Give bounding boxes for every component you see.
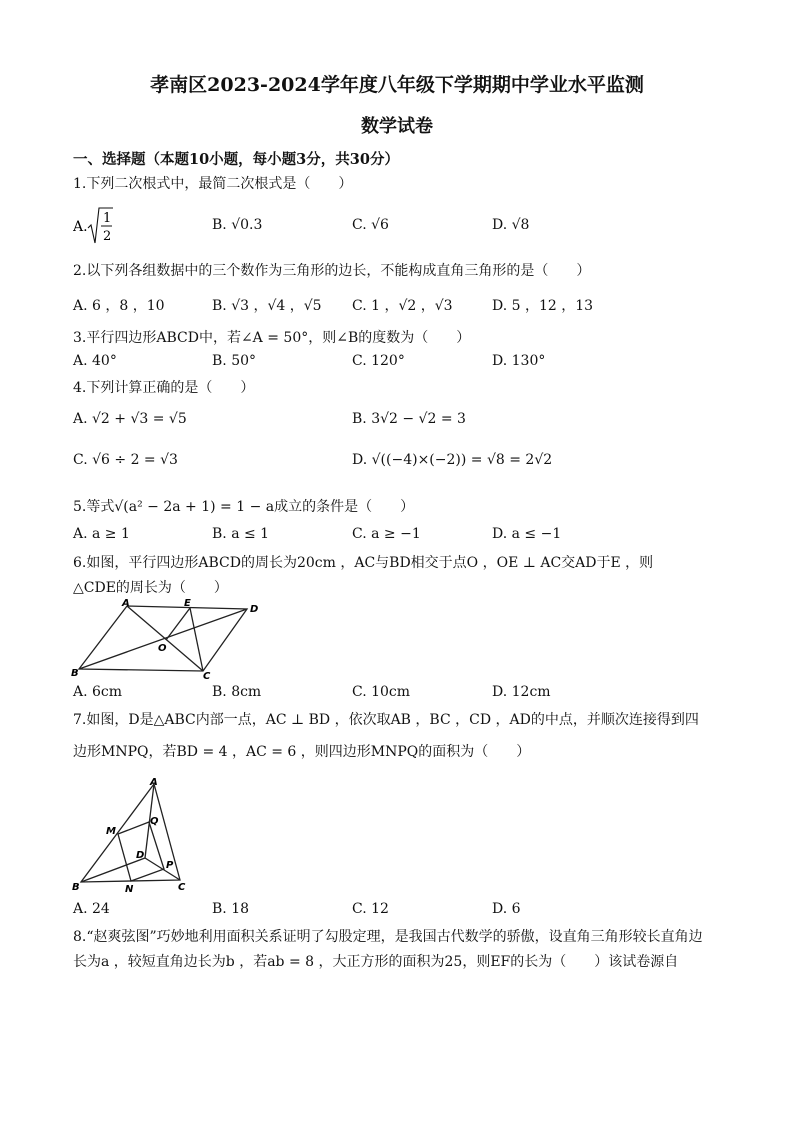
question-3-option-d: D. 130° (492, 353, 546, 369)
fig7-label-b: B (72, 882, 80, 893)
question-4-option-a: A. √2 + √3 = √5 (73, 411, 187, 427)
fig7-label-q: Q (150, 816, 159, 827)
question-3-stem: 3.平行四边形ABCD中，若∠A = 50°，则∠B的度数为（ ） (73, 330, 471, 346)
question-5-option-b: B. a ≤ 1 (212, 526, 270, 542)
question-3-option-c: C. 120° (352, 353, 405, 369)
question-7-option-c: C. 12 (352, 901, 389, 917)
question-1-option-c: C. √6 (352, 217, 389, 233)
question-6-option-a: A. 6cm (73, 684, 123, 700)
question-4-option-b: B. 3√2 − √2 = 3 (352, 411, 466, 427)
question-1-option-b: B. √0.3 (212, 217, 263, 233)
section-heading: 一、选择题（本题10小题，每小题3分，共30分） (73, 151, 399, 168)
fig6-label-a: A (122, 598, 130, 609)
sqrt-half-expression (73, 205, 133, 247)
question-7-stem-line-1: 7.如图，D是△ABC内部一点，AC ⊥ BD ，依次取AB ，BC ，CD ，AD的中点，并顺次连接得到四 (73, 712, 699, 728)
question-5-option-a: A. a ≥ 1 (73, 526, 130, 542)
fig6-label-e: E (184, 598, 191, 609)
fig6-label-o: O (158, 643, 167, 654)
svg-text:2: 2 (103, 229, 112, 244)
question-1-option-a (73, 205, 133, 245)
question-5-stem: 5.等式√(a² − 2a + 1) = 1 − a成立的条件是（ ） (73, 499, 415, 515)
question-2-option-c: C. 1 ，√2 ，√3 (352, 298, 453, 314)
page-subtitle: 数学试卷 (361, 116, 433, 137)
svg-text:1: 1 (103, 211, 112, 226)
question-6-option-b: B. 8cm (212, 684, 262, 700)
question-7-stem-line-2: 边形MNPQ，若BD = 4 ，AC = 6 ，则四边形MNPQ的面积为（ ） (73, 744, 531, 760)
svg-text:A.: A. (73, 219, 88, 235)
question-6-option-d: D. 12cm (492, 684, 551, 700)
question-8-stem-line-2: 长为a ，较短直角边长为b ，若ab = 8 ，大正方形的面积为25，则EF的长为（ ）该试卷源自 (73, 954, 679, 970)
question-7-option-b: B. 18 (212, 901, 250, 917)
question-5-option-c: C. a ≥ −1 (352, 526, 421, 542)
question-6-stem-line-1: 6.如图，平行四边形ABCD的周长为20cm ，AC与BD相交于点O ，OE ⊥ AC交AD于E ，则 (73, 555, 654, 571)
question-7-option-d: D. 6 (492, 901, 521, 917)
question-2-option-d: D. 5 ，12 ，13 (492, 298, 594, 314)
page-title: 孝南区2023-2024学年度八年级下学期期中学业水平监测 (150, 74, 644, 96)
figure-triangle-abc-quadrilateral-mnpq (70, 772, 195, 894)
fig7-label-p: P (166, 860, 174, 871)
question-5-option-d: D. a ≤ −1 (492, 526, 562, 542)
question-4-option-c: C. √6 ÷ 2 = √3 (73, 452, 178, 468)
question-2-option-a: A. 6 ，8 ，10 (73, 298, 165, 314)
question-1-stem: 1.下列二次根式中，最简二次根式是（ ） (73, 176, 353, 192)
question-4-option-d: D. √((−4)×(−2)) = √8 = 2√2 (352, 452, 553, 468)
question-3-option-b: B. 50° (212, 353, 257, 369)
question-4-stem: 4.下列计算正确的是（ ） (73, 380, 255, 396)
fig6-label-d: D (250, 604, 259, 615)
question-1-option-d: D. √8 (492, 217, 530, 233)
fig6-label-b: B (71, 668, 79, 679)
fig7-label-d: D (136, 850, 145, 861)
question-2-option-b: B. √3 ，√4 ，√5 (212, 298, 322, 314)
fig7-label-m: M (106, 826, 116, 837)
fig7-label-a: A (150, 777, 158, 788)
question-8-stem-line-1: 8.“赵爽弦图”巧妙地利用面积关系证明了勾股定理，是我国古代数学的骄傲，设直角三角形较长直角边 (73, 929, 703, 945)
question-7-option-a: A. 24 (73, 901, 110, 917)
question-6-stem-line-2: △CDE的周长为（ ） (73, 580, 228, 596)
question-2-stem: 2.以下列各组数据中的三个数作为三角形的边长，不能构成直角三角形的是（ ） (73, 263, 591, 279)
fig7-label-c: C (178, 882, 186, 893)
figure-parallelogram-abcd (70, 598, 270, 680)
fig7-label-n: N (125, 884, 134, 894)
question-6-option-c: C. 10cm (352, 684, 411, 700)
question-3-option-a: A. 40° (73, 353, 117, 369)
fig6-label-c: C (203, 671, 211, 680)
